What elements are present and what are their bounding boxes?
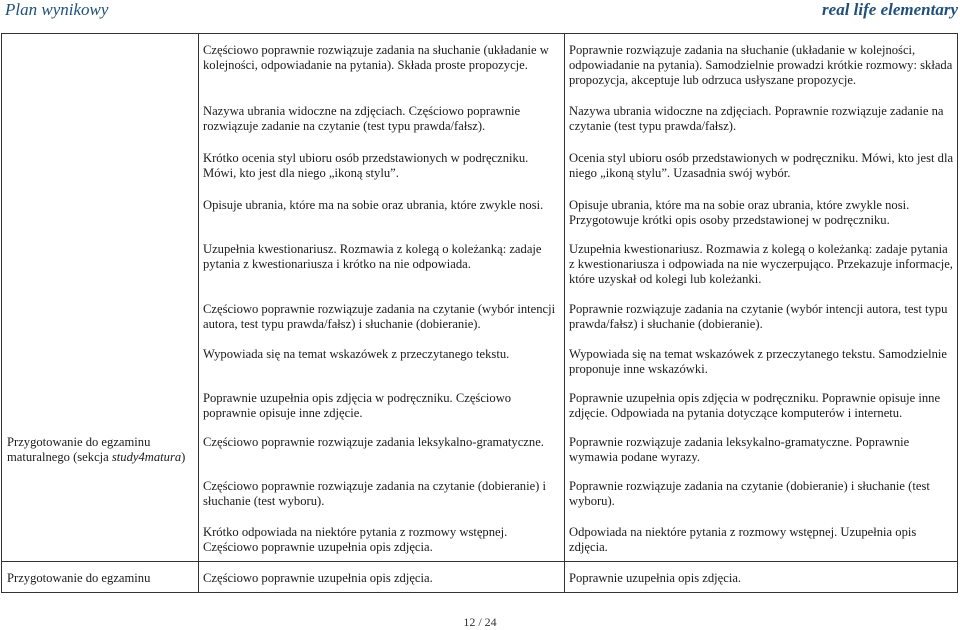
table-cell-partial: Nazywa ubrania widoczne na zdjęciach. Częściowo poprawnie rozwiązuje zadanie na czytanie (test typu prawda/fałsz). [203, 104, 521, 133]
table-cell-partial: Wypowiada się na temat wskazówek z przeczytanego tekstu. [203, 347, 510, 361]
table-cell-full: Poprawnie rozwiązuje zadania na czytanie (wybór intencji autora, test typu prawda/fałsz) i słuchanie (dobieranie). [569, 302, 948, 331]
table-cell-partial: Częściowo poprawnie rozwiązuje zadania na czytanie (dobieranie) i słuchanie (test wyboru). [203, 479, 547, 508]
page-number: 12 / 24 [463, 615, 497, 629]
table-cell-full: Opisuje ubrania, które ma na sobie oraz ubrania, które zwykle nosi. Przygotowuje krótki opis osoby przedstawionej w podręczniku. [569, 198, 910, 227]
table-cell-full: Wypowiada się na temat wskazówek z przeczytanego tekstu. Samodzielnie proponuje inne wskazówki. [569, 347, 947, 376]
category-label: Przygotowanie do egzaminu maturalnego (sekcja study4matura) [7, 435, 186, 464]
table-cell-partial: Częściowo poprawnie rozwiązuje zadania leksykalno-gramatyczne. [203, 435, 544, 449]
table-cell-partial: Częściowo poprawnie uzupełnia opis zdjęcia. [203, 571, 433, 585]
table-cell-full: Uzupełnia kwestionariusz. Rozmawia z kolegą o koleżanką: zadaje pytania z kwestionariusza i odpowiada na nie wyczerpująco. Przekazuje informacje, które uzyskał od kolegi lub koleżanki. [569, 242, 953, 286]
table-cell-partial: Częściowo poprawnie rozwiązuje zadania na słuchanie (układanie w kolejności, odpowiadanie na pytania). Składa proste propozycje. [203, 43, 549, 72]
table-cell-partial: Częściowo poprawnie rozwiązuje zadania na czytanie (wybór intencji autora, test typu prawda/fałsz) i słuchanie (dobieranie). [203, 302, 556, 331]
row-divider [2, 561, 957, 562]
column-divider [198, 34, 199, 592]
table-cell-partial: Poprawnie uzupełnia opis zdjęcia w podręczniku. Częściowo poprawnie opisuje inne zdjęcie. [203, 391, 512, 420]
table-cell-full: Poprawnie uzupełnia opis zdjęcia. [569, 571, 742, 585]
table-cell-partial: Opisuje ubrania, które ma na sobie oraz ubrania, które zwykle nosi. [203, 198, 544, 212]
table-cell-full: Nazywa ubrania widoczne na zdjęciach. Poprawnie rozwiązuje zadanie na czytanie (test typu prawda/fałsz). [569, 104, 944, 133]
course-title: real life elementary [822, 0, 958, 19]
table-cell-partial: Krótko odpowiada na niektóre pytania z rozmowy wstępnej. Częściowo poprawnie uzupełnia opis zdjęcia. [203, 525, 508, 554]
table-cell-full: Poprawnie rozwiązuje zadania na czytanie (dobieranie) i słuchanie (test wyboru). [569, 479, 930, 508]
table-cell-full: Poprawnie uzupełnia opis zdjęcia w podręczniku. Poprawnie opisuje inne zdjęcie. Odpowiada na pytania dotyczące komputerów i internetu. [569, 391, 941, 420]
table-cell-full: Poprawnie rozwiązuje zadania na słuchanie (układanie w kolejności, odpowiadanie na pytania). Samodzielnie prowadzi krótkie rozmowy: składa propozycja, akceptuje lub odrzuca usłyszane propozycje. [569, 43, 953, 87]
requirements-table [1, 33, 958, 593]
table-cell-full: Poprawnie rozwiązuje zadania leksykalno-gramatyczne. Poprawnie wymawia podane wyrazy. [569, 435, 910, 464]
column-divider [564, 34, 565, 592]
table-cell-full: Ocenia styl ubioru osób przedstawionych w podręczniku. Mówi, kto jest dla niego „ikoną stylu”. Uzasadnia swój wybór. [569, 151, 954, 180]
table-cell-full: Odpowiada na niektóre pytania z rozmowy wstępnej. Uzupełnia opis zdjęcia. [569, 525, 917, 554]
category-label: Przygotowanie do egzaminu [7, 571, 151, 585]
table-cell-partial: Krótko ocenia styl ubioru osób przedstawionych w podręczniku. Mówi, kto jest dla niego „ikoną stylu”. [203, 151, 529, 180]
table-cell-partial: Uzupełnia kwestionariusz. Rozmawia z kolegą o koleżanką: zadaje pytania z kwestionariusza i krótko na nie odpowiada. [203, 242, 542, 271]
page-header [0, 0, 960, 24]
plan-title: Plan wynikowy [5, 0, 109, 19]
